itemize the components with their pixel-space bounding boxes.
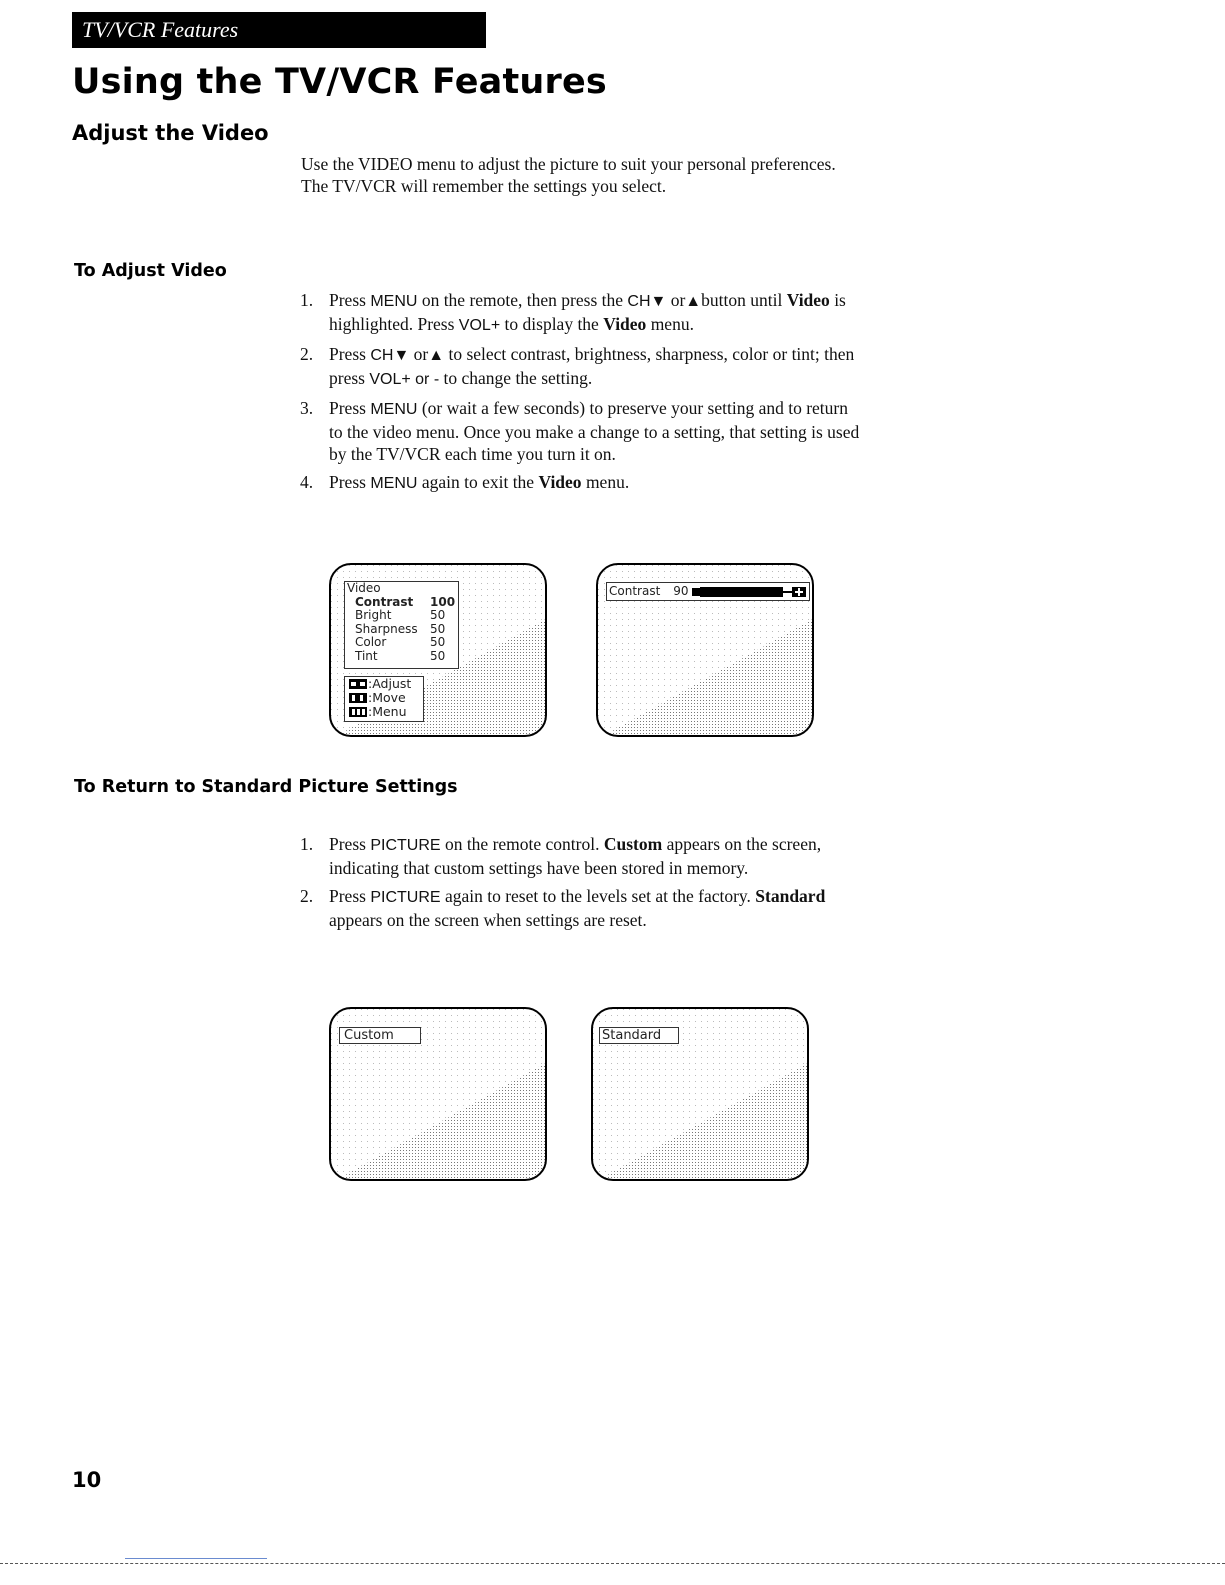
contrast-value: 90: [673, 583, 689, 598]
step-text: appears on the screen when settings are reset.: [329, 910, 647, 930]
step-text: Press: [329, 290, 371, 310]
step-text: on the remote, then press the: [417, 290, 628, 310]
step-text: Video: [538, 472, 582, 492]
menu-item-label: Tint: [355, 648, 378, 663]
step-item: [300, 397, 860, 465]
step-text: to select contrast, brightness, sharpness, color or tint; then press: [329, 344, 855, 388]
video-menu-item: [345, 596, 458, 610]
page-number: 10: [72, 1468, 102, 1492]
step-number: 1.: [300, 290, 314, 310]
step-text: Press: [329, 344, 371, 364]
footer-rule: [125, 1558, 267, 1559]
legend-label-menu: :Menu: [368, 704, 407, 719]
step-number: 1.: [300, 834, 314, 854]
heading-to-adjust-video: To Adjust Video: [74, 261, 227, 281]
legend-row-adjust: [345, 677, 423, 691]
step-number: 2.: [300, 344, 314, 364]
heading-standard-picture: To Return to Standard Picture Settings: [74, 777, 458, 797]
contrast-osd: [606, 582, 810, 601]
legend-row-move: [345, 691, 423, 705]
step-text: CH▼: [370, 347, 410, 364]
step-text: PICTURE: [370, 889, 441, 906]
step-number: 2.: [300, 886, 314, 906]
menu-legend: [344, 676, 424, 722]
step-text: Press: [329, 886, 371, 906]
video-menu-box: [344, 581, 459, 669]
intro-paragraph: Use the VIDEO menu to adjust the picture to suit your personal preferences. The TV/VCR will remember the settings you select.: [301, 154, 836, 196]
menu-item-label: Contrast: [355, 594, 414, 609]
section-tab-label: TV/VCR Features: [82, 17, 239, 42]
subtitle-adjust-video: Adjust the Video: [72, 121, 269, 145]
tv-screen-contrast: [596, 563, 814, 737]
menu-item-value: 50: [430, 608, 446, 623]
step-number: 4.: [300, 472, 314, 492]
video-menu-title: Video: [347, 581, 381, 595]
menu-item-value: 50: [430, 648, 446, 663]
menu-item-value: 50: [430, 621, 446, 636]
step-text: appears on the screen, indicating that custom settings have been stored in memory.: [329, 834, 822, 878]
slider-fill: [700, 587, 783, 597]
step-text: PICTURE: [370, 837, 441, 854]
step-item: [300, 833, 860, 879]
adjust-keys-icon: [349, 679, 367, 689]
tv-screen-video-menu: [329, 563, 547, 737]
step-item: [300, 289, 860, 337]
adjust-video-steps: [300, 289, 860, 501]
custom-osd: Custom: [339, 1027, 421, 1044]
menu-item-label: Bright: [355, 608, 392, 623]
step-text: CH▼: [627, 293, 667, 310]
step-text: again to exit the: [417, 472, 539, 492]
page-title: Using the TV/VCR Features: [72, 62, 607, 102]
step-text: MENU: [370, 475, 418, 492]
step-text: to change the setting.: [439, 368, 593, 388]
step-text: is highlighted. Press: [329, 290, 846, 334]
legend-row-menu: [345, 705, 423, 719]
section-tab: [72, 12, 486, 48]
step-text: VOL+ or -: [369, 371, 440, 388]
step-text: VOL+: [458, 317, 501, 334]
menu-item-value: 50: [430, 635, 446, 650]
move-keys-icon: [349, 693, 367, 703]
step-text: again to reset to the levels set at the factory.: [440, 886, 756, 906]
menu-item-value: 100: [430, 594, 456, 609]
step-text: to display the: [500, 314, 604, 334]
contrast-label: Contrast: [609, 583, 661, 598]
standard-settings-steps: [300, 833, 860, 937]
step-text: on the remote control.: [440, 834, 604, 854]
step-text: (or wait a few seconds) to preserve your setting and to return to the video menu. Once you make a change to a setting, that setting is used by the TV/VCR each time you turn it on.: [329, 398, 860, 464]
step-text: menu.: [581, 472, 630, 492]
menu-item-label: Color: [355, 635, 387, 650]
standard-osd: Standard: [599, 1027, 679, 1044]
tv-screen-custom: [329, 1007, 547, 1181]
page-edge-rule: [0, 1563, 1225, 1564]
step-text: ▲: [685, 293, 702, 310]
step-text: Custom: [603, 834, 663, 854]
step-item: [300, 885, 860, 931]
menu-item-label: Sharpness: [355, 621, 418, 636]
step-text: menu.: [646, 314, 694, 334]
menu-key-icon: [349, 707, 367, 717]
step-text: Press: [329, 472, 371, 492]
step-text: Press: [329, 398, 371, 418]
legend-label-adjust: :Adjust: [368, 676, 412, 691]
step-text: MENU: [370, 401, 418, 418]
video-menu-item: [345, 623, 458, 637]
step-text: Video: [603, 314, 647, 334]
legend-label-move: :Move: [368, 690, 406, 705]
tv-screen-standard: [591, 1007, 809, 1181]
step-text: ▲: [428, 347, 445, 364]
step-text: or: [409, 344, 429, 364]
step-text: or: [666, 290, 686, 310]
step-text: MENU: [370, 293, 418, 310]
step-number: 3.: [300, 398, 314, 418]
video-menu-item: [345, 609, 458, 623]
contrast-slider: [692, 586, 806, 598]
video-menu-item: [345, 650, 458, 664]
step-text: Standard: [755, 886, 826, 906]
step-text: Press: [329, 834, 371, 854]
step-item: [300, 471, 860, 495]
step-text: button until: [701, 290, 787, 310]
step-text: Video: [786, 290, 830, 310]
video-menu-item: [345, 636, 458, 650]
step-item: [300, 343, 860, 391]
